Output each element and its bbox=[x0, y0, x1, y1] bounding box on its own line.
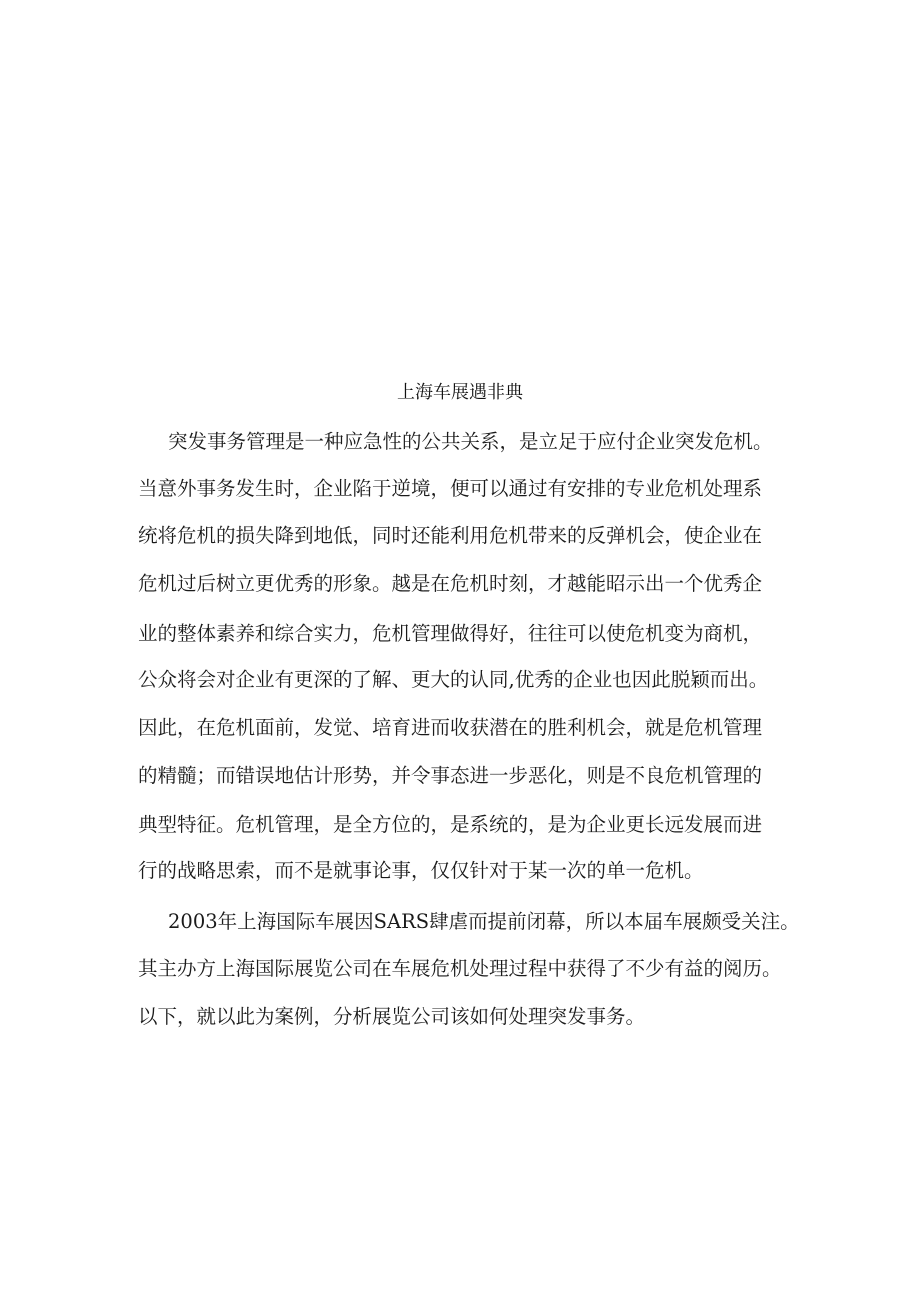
document-title: 上海车展遇非典 bbox=[397, 382, 523, 403]
paragraph-2-line-3: 以下，就以此为案例，分析展览公司该如何处理突发事务。 bbox=[138, 1005, 646, 1028]
paragraph-1-line-4: 危机过后树立更优秀的形象。越是在危机时刻，才越能昭示出一个优秀企 bbox=[138, 572, 763, 595]
paragraph-1-line-6: 公众将会对企业有更深的了解、更大的认同,优秀的企业也因此脱颖而出。 bbox=[138, 668, 769, 691]
paragraph-1-line-3: 统将危机的损失降到地低，同时还能利用危机带来的反弹机会，使企业在 bbox=[138, 524, 763, 547]
paragraph-1-line-9: 典型特征。危机管理，是全方位的，是系统的，是为企业更长远发展而进 bbox=[138, 813, 763, 836]
paragraph-1-line-10: 行的战略思索，而不是就事论事，仅仅针对于某一次的单一危机。 bbox=[138, 859, 704, 882]
paragraph-1-line-2: 当意外事务发生时，企业陷于逆境，便可以通过有安排的专业危机处理系 bbox=[138, 477, 763, 500]
paragraph-1-line-1: 突发事务管理是一种应急性的公共关系，是立足于应付企业突发危机。 bbox=[168, 430, 773, 453]
paragraph-1-line-7: 因此，在危机面前，发觉、培育进而收获潜在的胜利机会，就是危机管理 bbox=[138, 716, 763, 739]
paragraph-2-line-1: 2003年上海国际车展因SARS肆虐而提前闭幕，所以本届车展颇受关注。 bbox=[168, 910, 800, 933]
paragraph-2-line-2: 其主办方上海国际展览公司在车展危机处理过程中获得了不少有益的阅历。 bbox=[138, 957, 782, 980]
paragraph-1-line-5: 业的整体素养和综合实力，危机管理做得好，往往可以使危机变为商机， bbox=[138, 622, 763, 645]
paragraph-1-line-8: 的精髓；而错误地估计形势，并令事态进一步恶化，则是不良危机管理的 bbox=[138, 764, 763, 787]
